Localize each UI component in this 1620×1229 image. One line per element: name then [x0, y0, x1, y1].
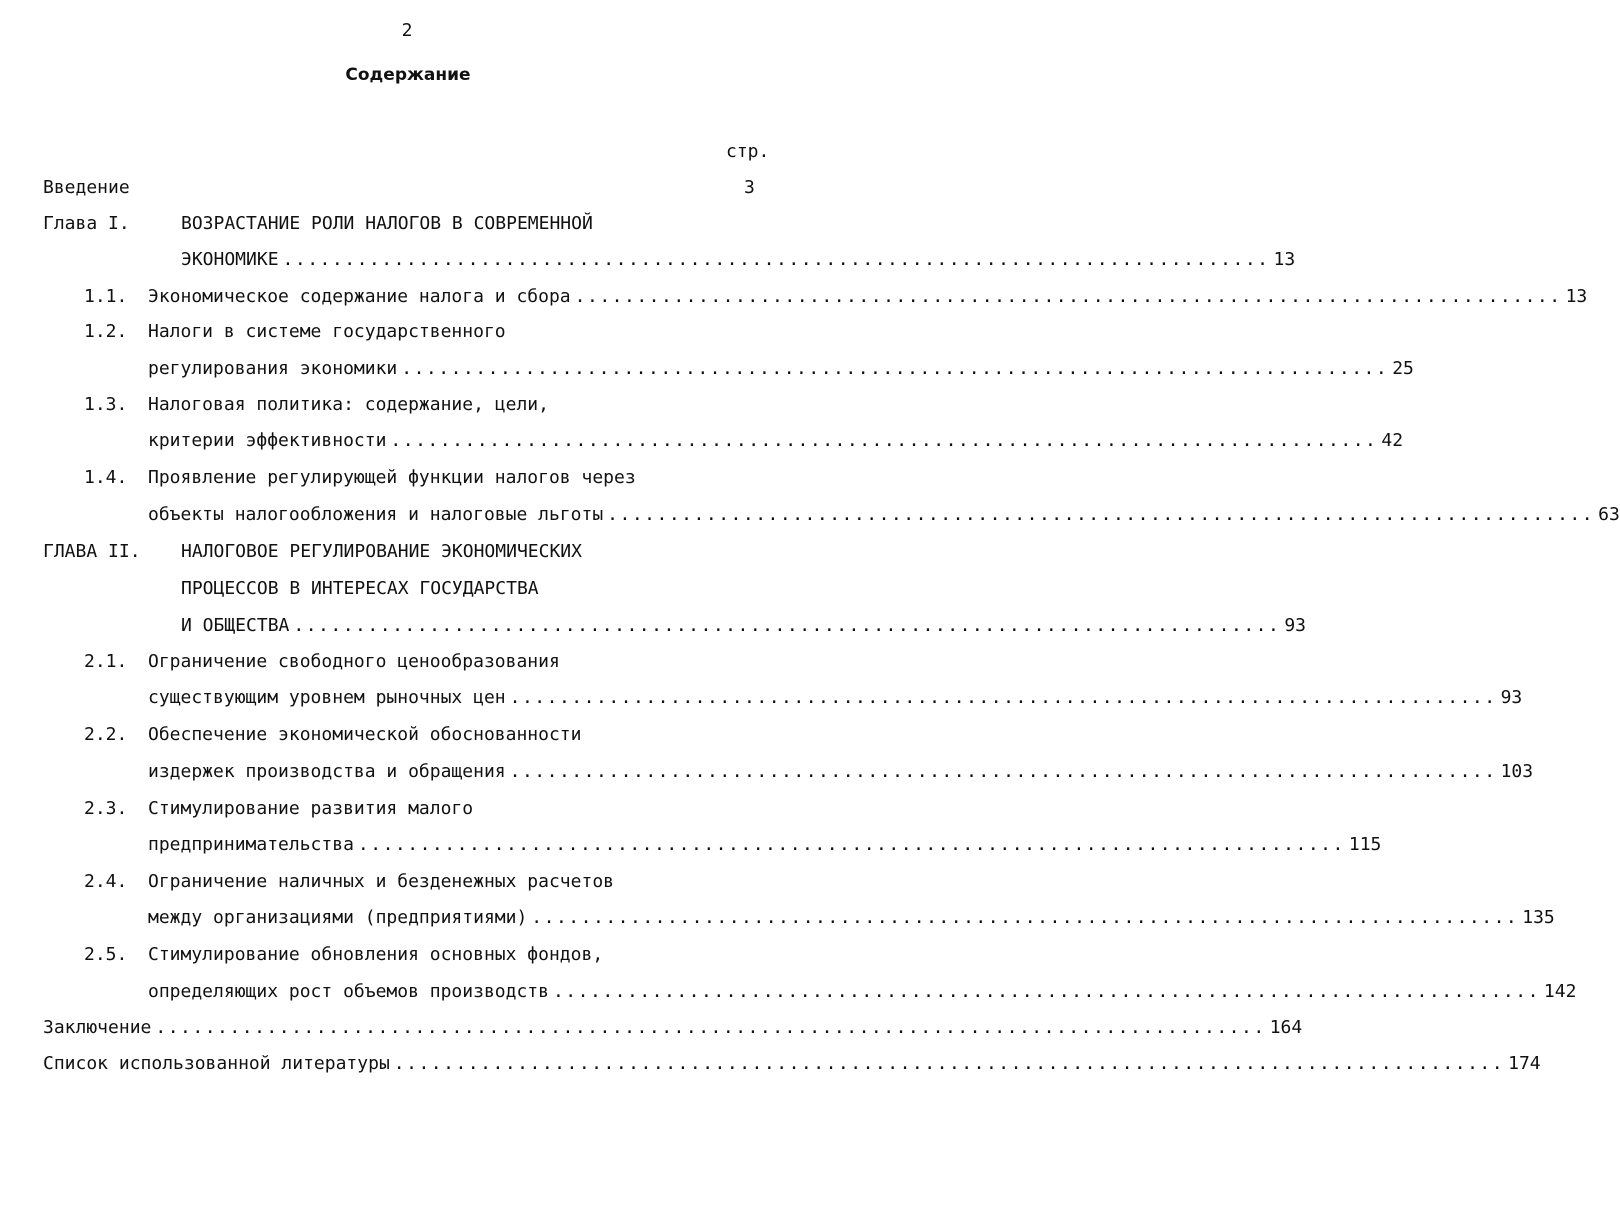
dot-leader: .......................................................................................... — [155, 1017, 1266, 1038]
toc-chapter-1-title-line1: ВОЗРАСТАНИЕ РОЛИ НАЛОГОВ В СОВРЕМЕННОЙ — [181, 213, 593, 234]
toc-entry-text: ЭКОНОМИКЕ — [181, 249, 279, 270]
page-title: Содержание — [345, 65, 471, 85]
dot-leader: ................................................................................ — [293, 615, 1281, 636]
toc-section-number: 1.4. — [84, 467, 128, 488]
toc-entry-text: Экономическое содержание налога и сбора — [148, 286, 571, 307]
toc-entry-2-1 — [148, 686, 1523, 710]
toc-page-number: 93 — [1284, 615, 1307, 636]
toc-page-number: 164 — [1269, 1017, 1303, 1038]
toc-section-number: 1.3. — [84, 394, 128, 415]
toc-chapter-1-title-line2 — [181, 248, 1296, 272]
dot-leader: ................................................................................ — [509, 687, 1497, 708]
toc-entry-1-3 — [148, 429, 1404, 453]
toc-entry-conclusion — [43, 1016, 1303, 1040]
toc-entry-text: регулирования экономики — [148, 358, 398, 379]
toc-chapter-1-label: Глава I. — [43, 213, 130, 234]
dot-leader: ................................................................................ — [509, 761, 1497, 782]
toc-entry-text: Проявление регулирующей функции налогов через — [148, 467, 636, 488]
toc-entry-text: критерии эффективности — [148, 430, 387, 451]
toc-section-number: 2.4. — [84, 871, 128, 892]
toc-page-number: 63 — [1598, 504, 1620, 525]
toc-entry-text: Налоги в системе государственного — [148, 321, 506, 342]
toc-chapter-2-title-line2: ПРОЦЕССОВ В ИНТЕРЕСАХ ГОСУДАРСТВА — [181, 578, 539, 599]
toc-section-number: 2.2. — [84, 724, 128, 745]
toc-entry-text: Стимулирование развития малого — [148, 798, 474, 819]
toc-entry-text: Заключение — [43, 1017, 152, 1038]
toc-page-number: 135 — [1522, 907, 1555, 928]
toc-entry-text: издержек производства и обращения — [148, 761, 506, 782]
toc-entry-2-4 — [148, 906, 1555, 930]
toc-entry-text: Список использованной литературы — [43, 1053, 390, 1074]
dot-leader: ................................................................................ — [357, 834, 1345, 855]
toc-entry-text: предпринимательства — [148, 834, 354, 855]
toc-page-number: 174 — [1508, 1053, 1541, 1074]
dot-leader: ................................................................................ — [607, 504, 1595, 525]
toc-page-number: 103 — [1500, 761, 1534, 782]
toc-entry-text: И ОБЩЕСТВА — [181, 615, 290, 636]
toc-section-number: 2.3. — [84, 798, 128, 819]
toc-page-number: 25 — [1392, 358, 1414, 379]
toc-section-number: 1.2. — [84, 321, 128, 342]
toc-entry-text: существующим уровнем рыночных цен — [148, 687, 506, 708]
dot-leader: ................................................................................ — [282, 249, 1270, 270]
toc-section-number: 2.1. — [84, 651, 128, 672]
toc-entry-2-2 — [148, 760, 1534, 784]
toc-page-number: 115 — [1348, 834, 1382, 855]
dot-leader: ................................................................................ — [574, 286, 1562, 307]
toc-entry-intro-label: Введение — [43, 177, 130, 198]
toc-page-number: 142 — [1543, 981, 1577, 1002]
page-number: 2 — [401, 20, 413, 41]
toc-entry-text: Ограничение свободного ценообразования — [148, 651, 560, 672]
toc-section-number: 2.5. — [84, 944, 128, 965]
toc-entry-2-5 — [148, 980, 1577, 1004]
toc-page-number: 13 — [1565, 286, 1588, 307]
toc-entry-text: Налоговая политика: содержание, цели, — [148, 394, 549, 415]
dot-leader: ................................................................................ — [531, 907, 1519, 928]
toc-chapter-2-label: ГЛАВА II. — [43, 541, 141, 562]
toc-entry-text: Стимулирование обновления основных фондов, — [148, 944, 604, 965]
toc-entry-text: объекты налогообложения и налоговые льготы — [148, 504, 604, 525]
toc-entry-2-3 — [148, 833, 1382, 857]
toc-entry-1-4 — [148, 503, 1620, 527]
toc-entry-text: Обеспечение экономической обоснованности — [148, 724, 582, 745]
toc-entry-1-1 — [148, 285, 1588, 309]
dot-leader: ................................................................................ — [401, 358, 1389, 379]
dot-leader: ................................................................................ — [552, 981, 1540, 1002]
toc-chapter-2-title-line1: НАЛОГОВОЕ РЕГУЛИРОВАНИЕ ЭКОНОМИЧЕСКИХ — [181, 541, 582, 562]
page-column-header: стр. — [726, 141, 770, 162]
toc-section-number: 1.1. — [84, 286, 128, 307]
toc-entry-bibliography — [43, 1052, 1541, 1076]
dot-leader: .......................................................................................... — [393, 1053, 1505, 1074]
toc-entry-text: между организациями (предприятиями) — [148, 907, 528, 928]
toc-page-number: 13 — [1273, 249, 1296, 270]
toc-entry-intro-page: 3 — [744, 177, 755, 198]
dot-leader: ................................................................................ — [390, 430, 1378, 451]
toc-entry-1-2 — [148, 357, 1414, 381]
toc-entry-text: Ограничение наличных и безденежных расчетов — [148, 871, 614, 892]
toc-page-number: 42 — [1381, 430, 1404, 451]
toc-entry-text: определяющих рост объемов производств — [148, 981, 549, 1002]
toc-chapter-2-title-line3 — [181, 614, 1307, 638]
toc-page-number: 93 — [1500, 687, 1523, 708]
